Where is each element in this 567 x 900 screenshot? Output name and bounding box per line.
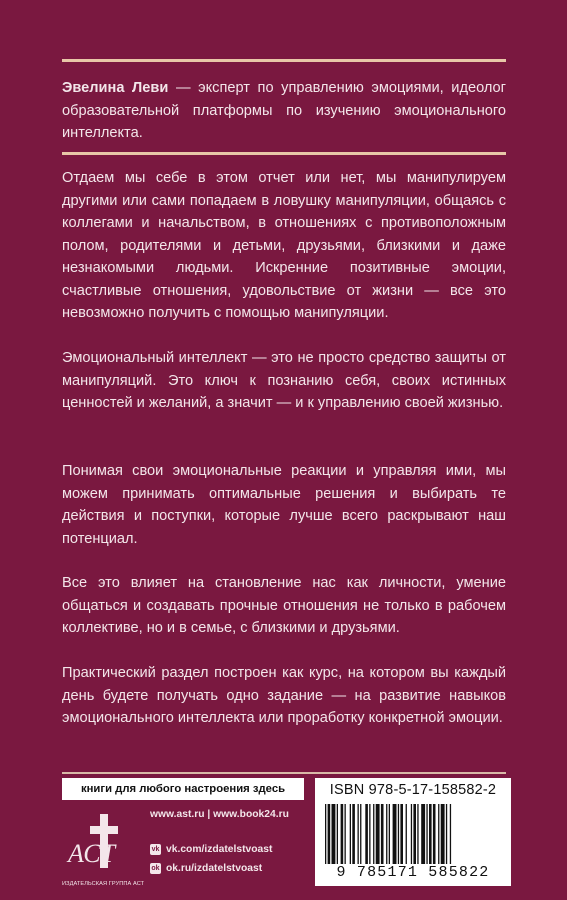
barcode-bar	[411, 804, 412, 864]
barcode-bar	[369, 804, 370, 864]
paragraph-5: Практический раздел построен как курс, на котором вы каждый день будете получать одно задание — на развитие навыков эмоционального интеллекта или проработку конкретной эмоции.	[62, 665, 506, 726]
paragraph-2: Эмоциональный интеллект — это не просто средство защиты от манипуляций. Это ключ к познанию себя, своих истинных ценностей и желаний, а значит — и к управлению своей жизнью.	[62, 350, 506, 411]
top-divider	[62, 59, 506, 62]
barcode-bar	[406, 804, 407, 864]
barcode-bar	[438, 804, 439, 864]
vk-link[interactable]	[150, 842, 310, 856]
paragraph-3: Понимая свои эмоциональные реакции и управляя ими, мы можем принимать оптимальные решения и выбирать те действия и поступки, которые лучше всего раскрывают наш потенциал.	[62, 463, 506, 547]
barcode-bar	[386, 804, 387, 864]
paragraph-1: Отдаем мы себе в этом отчет или нет, мы манипулируем другими или сами попадаем в ловушку манипуляции, общаясь с коллегами и начальством, в отношениях с противоположным полом, родителями и детьми, друзьями, близкими и даже незнакомыми людьми. Искренние позитивные эмоции, счастливые отношения, удовольствие от жизни — все это невозможно получить с помощью манипуляции.	[62, 170, 506, 321]
barcode-bar	[429, 804, 432, 864]
barcode-bar	[358, 804, 359, 864]
ok-icon: ok	[151, 864, 160, 872]
logo-caption: ИЗДАТЕЛЬСКАЯ ГРУППА АСТ	[62, 881, 145, 887]
barcode-bar	[360, 804, 361, 864]
barcode-bar	[376, 804, 380, 864]
vk-url: vk.com/izdatelstvoast	[166, 843, 273, 855]
barcode-bar	[325, 804, 326, 864]
tagline: книги для любого настроения здесь	[62, 778, 304, 800]
barcode-bar	[352, 804, 355, 864]
website-links[interactable]: www.ast.ru | www.book24.ru	[150, 809, 289, 820]
barcode-bar	[421, 804, 425, 864]
barcode-bar	[426, 804, 427, 864]
barcode-bar	[446, 804, 447, 864]
barcode-bar	[450, 804, 451, 864]
barcode-bar	[389, 804, 390, 864]
author-name: Эвелина Леви	[62, 80, 169, 96]
barcode-bar	[413, 804, 416, 864]
middle-divider	[62, 152, 506, 155]
barcode-bar	[345, 804, 346, 864]
publisher-logo	[62, 808, 140, 888]
ok-url: ok.ru/izdatelstvoast	[166, 862, 263, 874]
logo-text: АСТ	[68, 839, 116, 868]
barcode-bar	[328, 804, 331, 864]
author-description: — эксперт по управлению эмоциями, идеолог образовательной платформы по изучению эмоционального интеллекта.	[62, 80, 506, 141]
barcode-bar	[398, 804, 399, 864]
author-bio	[62, 77, 506, 145]
paragraph-4: Все это влияет на становление нас как личности, умение общаться и создавать прочные отношения не только в рабочем коллективе, но и в семье, с близкими и друзьями.	[62, 575, 506, 636]
barcode-bar	[441, 804, 445, 864]
barcode-panel	[315, 778, 511, 886]
barcode-bar	[337, 804, 338, 864]
barcode-digits: 9 785171 585822	[336, 864, 490, 881]
vk-icon: vk	[151, 845, 160, 853]
barcode-bar	[365, 804, 368, 864]
barcode-bar	[417, 804, 418, 864]
barcode-bar	[332, 804, 336, 864]
barcode-bar	[400, 804, 403, 864]
ok-link[interactable]	[150, 861, 310, 875]
bottom-divider	[62, 772, 506, 774]
barcode-bar	[350, 804, 351, 864]
barcode-bar	[341, 804, 344, 864]
barcode-bar	[373, 804, 374, 864]
barcode-bar	[393, 804, 397, 864]
barcode-bar	[433, 804, 436, 864]
isbn-number: ISBN 978-5-17-158582-2	[329, 782, 497, 798]
barcode-bar	[381, 804, 384, 864]
barcode	[323, 804, 503, 864]
